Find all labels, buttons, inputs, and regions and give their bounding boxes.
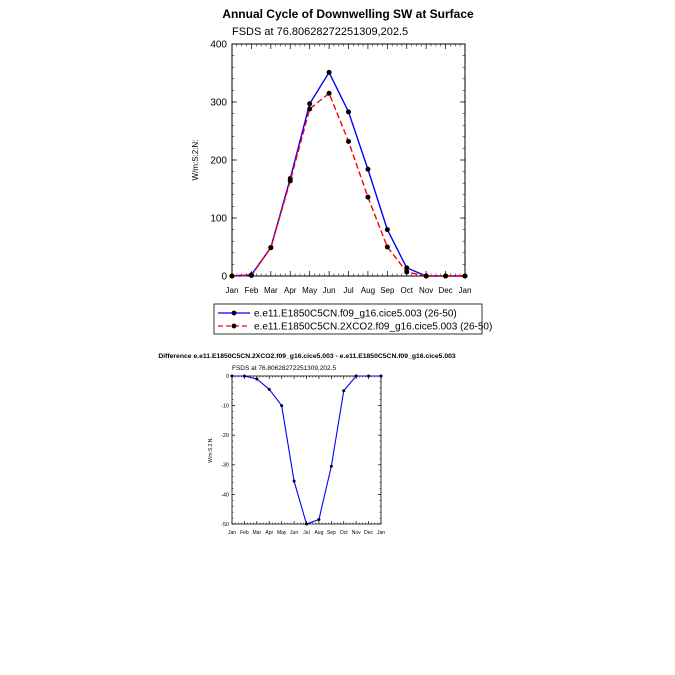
top-chart-plot-area [210,40,471,296]
legend-marker-2xco2 [232,324,237,329]
legend-marker-control [232,311,237,316]
bottom-chart-plot-area [221,374,385,536]
bottom-chart-series-0-point [243,375,246,378]
bottom-chart-xtick-label: Nov [351,530,361,536]
bottom-chart-series-0-point [330,465,333,468]
top-chart-series-1-line [232,93,465,276]
bottom-chart-ytick-label: -30 [221,462,229,469]
top-chart-xtick-label: Nov [419,286,434,295]
top-chart-series-1-point [385,245,390,250]
bottom-chart-ytick-label: -40 [221,492,229,499]
top-chart-series-1-point [249,273,254,278]
bottom-chart-series-0-point [231,375,234,378]
bottom-chart-series-0-point [268,388,271,391]
bottom-chart-ylabel: W/m:S:2:N: [208,437,214,463]
bottom-chart-frame [232,376,381,524]
top-chart-xtick-label: Aug [360,286,376,295]
top-chart-series-0-point [327,70,332,75]
top-chart-series-1-point [365,195,370,200]
bottom-chart-xtick-label: Feb [240,530,249,536]
bottom-chart-xtick-label: Sep [326,530,336,536]
top-chart-series-1-point [288,178,293,183]
bottom-chart-series-0-point [305,523,308,526]
bottom-chart-ytick-label: -20 [221,433,229,440]
top-chart-ytick-label: 200 [210,155,227,167]
bottom-chart-ytick-label: 0 [225,373,229,380]
bottom-chart-series-0-line [232,376,381,524]
top-chart-series-1-point [268,245,273,250]
top-chart-series-1-point [346,139,351,144]
bottom-chart-series-0-point [293,480,296,483]
top-chart-series-1-point [443,274,448,279]
top-chart-ytick-label: 0 [221,271,227,283]
top-chart-xtick-label: Jun [322,286,336,295]
top-chart-xtick-label: Oct [400,286,413,295]
top-chart-title: Annual Cycle of Downwelling SW at Surface [222,7,474,21]
top-chart-xtick-label: Jul [343,286,354,295]
top-chart-series-1-point [424,274,429,279]
top-chart-xtick-label: Jan [225,286,239,295]
bottom-chart-xtick-label: Oct [339,530,348,536]
top-chart-xtick-label: Jan [458,286,472,295]
bottom-chart-subtitle: FSDS at 76.80628272251309,202.5 [232,365,337,372]
bottom-chart-xtick-label: Jun [290,530,299,536]
bottom-chart-xtick-label: Jan [376,530,386,536]
top-chart-series-1-point [307,106,312,111]
top-chart-frame [232,44,465,276]
top-chart-ytick-label: 300 [210,97,227,109]
bottom-chart-series-0-point [280,404,283,407]
bottom-chart-series-0-point [317,518,320,521]
bottom-chart-series-0-point [255,377,258,380]
top-chart-series-0-point [365,167,370,172]
top-chart-ylabel: W/m:S:2:N: [191,139,200,181]
top-chart-xtick-label: Apr [284,286,297,295]
top-chart-series-0-point [346,109,351,114]
top-chart-xtick-label: Mar [263,286,278,295]
bottom-chart-xtick-label: Mar [252,530,262,536]
legend-label-2xco2: e.e11.E1850C5CN.2XCO2.f09_g16.cice5.003 (26-50) [254,321,493,333]
top-chart-ytick-label: 100 [210,213,227,225]
bottom-chart-series-0-point [355,375,358,378]
top-chart-ytick-label: 400 [210,39,227,51]
top-chart-series-1-point [404,269,409,274]
bottom-chart-xtick-label: May [276,530,287,536]
bottom-chart-ytick-label: -50 [221,521,229,528]
bottom-chart-xtick-label: Dec [364,530,374,536]
top-chart-xtick-label: Feb [244,286,259,295]
top-chart-series-0-point [385,227,390,232]
top-chart-subtitle: FSDS at 76.80628272251309,202.5 [232,26,409,38]
bottom-chart-xtick-label: Jul [303,530,310,536]
top-chart-series-0-line [232,72,465,276]
bottom-chart-title: Difference e.e11.E1850C5CN.2XCO2.f09_g16.cice5.003 - e.e11.E1850C5CN.f09_g16.cice5.003 [158,353,456,360]
top-chart-series-0-point [307,101,312,106]
top-chart-xtick-label: Dec [438,286,453,295]
bottom-chart-ytick-label: -10 [221,403,229,410]
bottom-chart-series-0-point [342,389,345,392]
bottom-chart-series-0-point [367,375,370,378]
top-chart-xtick-label: May [302,286,318,295]
bottom-chart-series-0-point [380,375,383,378]
legend-label-control: e.e11.E1850C5CN.f09_g16.cice5.003 (26-50) [254,308,457,320]
bottom-chart-xtick-label: Apr [265,530,274,536]
bottom-chart-xtick-label: Jan [227,530,237,536]
top-chart-series-1-point [230,274,235,279]
bottom-chart-xtick-label: Aug [314,530,324,536]
top-chart-xtick-label: Sep [380,286,395,295]
top-chart-series-1-point [463,274,468,279]
top-chart-series-1-point [327,91,332,96]
